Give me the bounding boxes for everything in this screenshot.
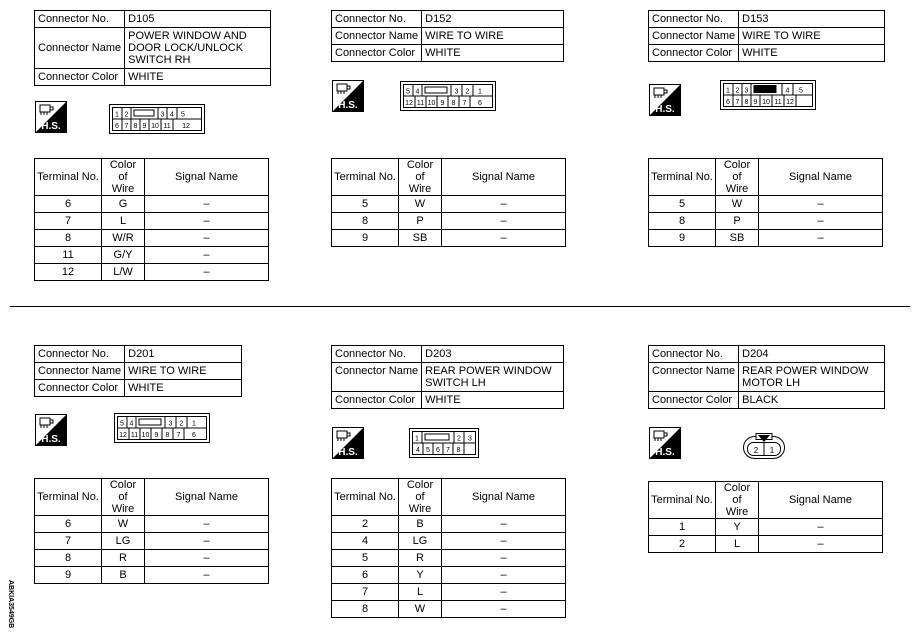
connector-d152 — [331, 10, 564, 62]
header-line: Wire — [111, 183, 135, 195]
pin-label: 2 — [179, 420, 184, 428]
connector-color-label: Connector Color — [35, 380, 125, 397]
signal-cell: – — [759, 536, 883, 553]
hs-label: H.S. — [338, 447, 358, 458]
terminal-cell: 6 — [35, 196, 102, 213]
connector-no-label: Connector No. — [35, 11, 125, 28]
pin-label: 11 — [130, 432, 139, 439]
table-row — [35, 550, 269, 567]
connector-name-label: Connector Name — [332, 363, 422, 392]
connector-face-d203 — [409, 428, 479, 458]
connector-d203 — [331, 345, 564, 409]
pin-label: 4 — [170, 111, 174, 119]
pin-label: 12 — [786, 99, 794, 106]
pin-label: 4 — [415, 88, 420, 96]
header-line: Wire — [408, 503, 432, 515]
connector-name-line: SWITCH RH — [128, 54, 191, 66]
pin-label: 1 — [192, 420, 196, 428]
wire-color-cell: LG — [102, 533, 145, 550]
hs-harness-side-icon — [649, 84, 681, 116]
pin-label: 2 — [457, 435, 461, 443]
pin-label: 5 — [120, 420, 124, 428]
connector-no-value: D203 — [422, 346, 564, 363]
hs-harness-side-icon — [332, 80, 364, 112]
table-row — [332, 584, 566, 601]
pin-label: 7 — [124, 123, 129, 130]
pin-label: 11 — [163, 123, 171, 130]
terminal-cell: 9 — [649, 230, 716, 247]
signal-cell: – — [442, 213, 566, 230]
connector-name-value: WIRE TO WIRE — [422, 28, 564, 45]
signal-cell: – — [759, 196, 883, 213]
terminal-cell: 6 — [332, 567, 399, 584]
pin-label: 2 — [465, 88, 470, 96]
terminal-table-d203 — [331, 478, 566, 618]
pin-label: 1 — [478, 88, 482, 96]
connector-color-label: Connector Color — [332, 45, 422, 62]
connector-color-value: WHITE — [422, 392, 564, 409]
connector-info-table — [34, 345, 242, 397]
terminal-cell: 5 — [332, 196, 399, 213]
hs-label: H.S. — [338, 100, 358, 111]
connector-info-table — [648, 345, 885, 409]
signal-cell: – — [759, 230, 883, 247]
signal-cell: – — [442, 601, 566, 618]
table-row — [332, 533, 566, 550]
pin-label: 1 — [726, 87, 730, 95]
wire-color-cell: Y — [399, 567, 442, 584]
table-row — [332, 550, 566, 567]
table-row — [35, 230, 269, 247]
pin-label: 3 — [454, 88, 459, 96]
wire-color-cell: R — [102, 550, 145, 567]
pin-label: 9 — [753, 99, 758, 106]
signal-cell: – — [759, 519, 883, 536]
terminal-no-header: Terminal No. — [332, 159, 399, 196]
connector-name-line: REAR POWER WINDOW — [425, 365, 552, 377]
hs-label: H.S. — [41, 121, 61, 132]
hs-harness-side-icon — [35, 414, 67, 446]
pin-label: 3 — [168, 420, 173, 428]
pin-label: 3 — [744, 87, 749, 95]
signal-cell: – — [442, 516, 566, 533]
signal-cell: – — [145, 230, 269, 247]
terminal-cell: 2 — [649, 536, 716, 553]
wire-color-cell: SB — [716, 230, 759, 247]
signal-cell: – — [442, 584, 566, 601]
connector-d153 — [648, 10, 885, 62]
wire-color-cell: P — [716, 213, 759, 230]
terminal-cell: 8 — [332, 213, 399, 230]
pin-label: 1 — [769, 446, 775, 455]
pin-label: 11 — [416, 100, 425, 107]
connector-color-label: Connector Color — [649, 392, 739, 409]
terminal-table-d152 — [331, 158, 566, 247]
header-line: Color of — [406, 159, 434, 183]
signal-name-header: Signal Name — [759, 482, 883, 519]
connector-name-value — [125, 28, 271, 69]
terminal-cell: 11 — [35, 247, 102, 264]
table-row — [649, 519, 883, 536]
pin-label: 5 — [406, 88, 410, 96]
pin-label: 2 — [735, 87, 740, 95]
color-of-wire-header — [102, 159, 145, 196]
signal-name-header: Signal Name — [759, 159, 883, 196]
signal-cell: – — [145, 196, 269, 213]
pin-label: 6 — [726, 99, 730, 106]
terminal-cell: 8 — [332, 601, 399, 618]
signal-cell: – — [442, 230, 566, 247]
table-row — [35, 533, 269, 550]
wire-color-cell: W — [102, 516, 145, 533]
pin-label: 7 — [462, 100, 467, 107]
connector-no-value: D152 — [422, 11, 564, 28]
connector-name-line: DOOR LOCK/UNLOCK — [128, 42, 244, 54]
signal-cell: – — [442, 550, 566, 567]
table-row — [35, 516, 269, 533]
connector-name-line: REAR POWER WINDOW — [742, 365, 869, 377]
terminal-cell: 8 — [649, 213, 716, 230]
pin-label: 9 — [154, 432, 159, 439]
signal-name-header: Signal Name — [442, 479, 566, 516]
wire-color-cell: R — [399, 550, 442, 567]
pin-label: 8 — [165, 432, 170, 439]
connector-d201 — [34, 345, 242, 397]
connector-name-label: Connector Name — [35, 28, 125, 69]
table-row — [35, 567, 269, 584]
connector-face-d153 — [720, 80, 816, 110]
signal-cell: – — [442, 567, 566, 584]
color-of-wire-header — [399, 159, 442, 196]
table-row — [35, 264, 269, 281]
pin-label: 12 — [405, 100, 413, 107]
figure-code: ABKIA3549GB — [7, 580, 14, 629]
hs-harness-side-icon — [35, 101, 67, 133]
pin-label: 5 — [181, 111, 185, 119]
header-line: Wire — [725, 183, 749, 195]
header-line: Color of — [109, 159, 137, 183]
wire-color-cell: G — [102, 196, 145, 213]
hs-harness-side-icon — [649, 427, 681, 459]
connector-name-value: WIRE TO WIRE — [739, 28, 885, 45]
wire-color-cell: L — [716, 536, 759, 553]
wire-color-cell: Y — [716, 519, 759, 536]
connector-face-d105 — [109, 104, 205, 134]
connector-no-value: D105 — [125, 11, 271, 28]
pin-label: 11 — [774, 99, 782, 106]
connector-no-value: D204 — [739, 346, 885, 363]
terminal-cell: 4 — [332, 533, 399, 550]
pin-label: 4 — [129, 420, 134, 428]
connector-face-d152 — [400, 81, 496, 111]
header-line: Wire — [111, 503, 135, 515]
table-row — [35, 213, 269, 230]
terminal-table-d153 — [648, 158, 883, 247]
header-line: Color of — [109, 479, 137, 503]
connector-no-label: Connector No. — [649, 11, 739, 28]
wire-color-cell: L — [399, 584, 442, 601]
wire-color-cell: P — [399, 213, 442, 230]
terminal-cell: 7 — [35, 213, 102, 230]
pin-label: 5 — [426, 447, 430, 454]
connector-color-value: WHITE — [125, 380, 242, 397]
connector-no-value: D201 — [125, 346, 242, 363]
terminal-cell: 2 — [332, 516, 399, 533]
connector-no-label: Connector No. — [332, 346, 422, 363]
pin-label: 10 — [151, 123, 159, 130]
signal-cell: – — [145, 516, 269, 533]
signal-cell: – — [145, 533, 269, 550]
table-row — [332, 213, 566, 230]
wire-color-cell: B — [399, 516, 442, 533]
hs-label: H.S. — [655, 447, 675, 458]
header-line: Color of — [723, 159, 751, 183]
connector-color-value: BLACK — [739, 392, 885, 409]
pin-label: 7 — [446, 447, 450, 454]
terminal-cell: 5 — [332, 550, 399, 567]
table-row — [649, 536, 883, 553]
terminal-cell: 7 — [332, 584, 399, 601]
terminal-cell: 6 — [35, 516, 102, 533]
pin-label: 8 — [456, 447, 461, 454]
pin-label: 10 — [762, 99, 770, 106]
connector-no-label: Connector No. — [35, 346, 125, 363]
connector-info-table — [331, 345, 564, 409]
pin-label: 10 — [427, 100, 436, 107]
header-line: Wire — [408, 183, 432, 195]
pin-label: 3 — [468, 435, 472, 443]
connector-name-line: POWER WINDOW AND — [128, 30, 247, 42]
wire-color-cell: W/R — [102, 230, 145, 247]
wire-color-cell: W — [399, 196, 442, 213]
color-of-wire-header — [716, 159, 759, 196]
pin-label: 9 — [142, 123, 147, 130]
terminal-no-header: Terminal No. — [35, 159, 102, 196]
terminal-cell: 7 — [35, 533, 102, 550]
pin-label: 1 — [415, 435, 419, 443]
connector-color-label: Connector Color — [35, 69, 125, 86]
pin-label: 6 — [115, 123, 119, 130]
connector-color-label: Connector Color — [649, 45, 739, 62]
header-line: Wire — [725, 506, 749, 518]
color-of-wire-header — [399, 479, 442, 516]
signal-cell: – — [145, 264, 269, 281]
pin-label: 9 — [440, 100, 445, 107]
wire-color-cell: G/Y — [102, 247, 145, 264]
pin-label: 6 — [192, 432, 196, 439]
pin-label: 6 — [478, 100, 482, 107]
connector-name-line: SWITCH LH — [425, 377, 486, 389]
table-row — [332, 601, 566, 618]
hs-label: H.S. — [655, 104, 675, 115]
pin-label: 8 — [451, 100, 456, 107]
pin-label: 12 — [182, 123, 190, 130]
terminal-cell: 5 — [649, 196, 716, 213]
pin-label: 3 — [160, 111, 165, 119]
terminal-cell: 9 — [332, 230, 399, 247]
signal-name-header: Signal Name — [145, 159, 269, 196]
table-row — [35, 196, 269, 213]
wire-color-cell: L/W — [102, 264, 145, 281]
pin-label: 2 — [753, 446, 759, 455]
connector-info-table — [648, 10, 885, 62]
terminal-cell: 12 — [35, 264, 102, 281]
connector-color-label: Connector Color — [332, 392, 422, 409]
terminal-cell: 8 — [35, 550, 102, 567]
terminal-table-d201 — [34, 478, 269, 584]
signal-cell: – — [145, 567, 269, 584]
connector-color-value: WHITE — [125, 69, 271, 86]
wire-color-cell: B — [102, 567, 145, 584]
connector-no-label: Connector No. — [649, 346, 739, 363]
terminal-cell: 1 — [649, 519, 716, 536]
table-row — [332, 196, 566, 213]
table-row — [649, 213, 883, 230]
wire-color-cell: LG — [399, 533, 442, 550]
connector-no-label: Connector No. — [332, 11, 422, 28]
table-row — [649, 230, 883, 247]
table-row — [332, 567, 566, 584]
pin-label: 6 — [436, 447, 440, 454]
signal-name-header: Signal Name — [145, 479, 269, 516]
connector-name-value: WIRE TO WIRE — [125, 363, 242, 380]
connector-name-label: Connector Name — [35, 363, 125, 380]
pin-label: 7 — [176, 432, 181, 439]
connector-name-value — [422, 363, 564, 392]
signal-cell: – — [442, 533, 566, 550]
signal-cell: – — [145, 213, 269, 230]
connector-color-value: WHITE — [422, 45, 564, 62]
pin-label: 7 — [735, 99, 740, 106]
terminal-no-header: Terminal No. — [649, 159, 716, 196]
wire-color-cell: SB — [399, 230, 442, 247]
table-row — [332, 230, 566, 247]
connector-name-label: Connector Name — [332, 28, 422, 45]
color-of-wire-header — [716, 482, 759, 519]
pin-label: 12 — [119, 432, 127, 439]
color-of-wire-header — [102, 479, 145, 516]
pin-label: 1 — [115, 111, 119, 119]
terminal-table-d105 — [34, 158, 269, 281]
connector-no-value: D153 — [739, 11, 885, 28]
pin-label: 8 — [133, 123, 138, 130]
connector-name-value — [739, 363, 885, 392]
signal-cell: – — [145, 247, 269, 264]
terminal-no-header: Terminal No. — [35, 479, 102, 516]
signal-cell: – — [145, 550, 269, 567]
pin-label: 5 — [799, 87, 803, 95]
hs-harness-side-icon — [332, 427, 364, 459]
signal-name-header: Signal Name — [442, 159, 566, 196]
connector-d105 — [34, 10, 271, 86]
wire-color-cell: W — [716, 196, 759, 213]
wire-color-cell: L — [102, 213, 145, 230]
signal-cell: – — [759, 213, 883, 230]
connector-name-label: Connector Name — [649, 363, 739, 392]
pin-label: 4 — [416, 447, 420, 454]
hs-label: H.S. — [41, 434, 61, 445]
connector-d204 — [648, 345, 885, 409]
connector-face-d201 — [114, 413, 210, 443]
terminal-no-header: Terminal No. — [332, 479, 399, 516]
terminal-no-header: Terminal No. — [649, 482, 716, 519]
connector-face-d204 — [741, 433, 787, 461]
section-divider — [10, 306, 910, 307]
table-row — [332, 516, 566, 533]
table-row — [35, 247, 269, 264]
connector-info-table — [331, 10, 564, 62]
table-row — [649, 196, 883, 213]
connector-color-value: WHITE — [739, 45, 885, 62]
header-line: Color of — [406, 479, 434, 503]
terminal-cell: 9 — [35, 567, 102, 584]
connector-info-table — [34, 10, 271, 86]
connector-name-label: Connector Name — [649, 28, 739, 45]
pin-label: 10 — [141, 432, 150, 439]
terminal-cell: 8 — [35, 230, 102, 247]
signal-cell: – — [442, 196, 566, 213]
pin-label: 8 — [744, 99, 749, 106]
pin-label: 4 — [785, 87, 790, 95]
terminal-table-d204 — [648, 481, 883, 553]
header-line: Color of — [723, 482, 751, 506]
connector-name-line: MOTOR LH — [742, 377, 801, 389]
wire-color-cell: W — [399, 601, 442, 618]
pin-label: 2 — [124, 111, 129, 119]
